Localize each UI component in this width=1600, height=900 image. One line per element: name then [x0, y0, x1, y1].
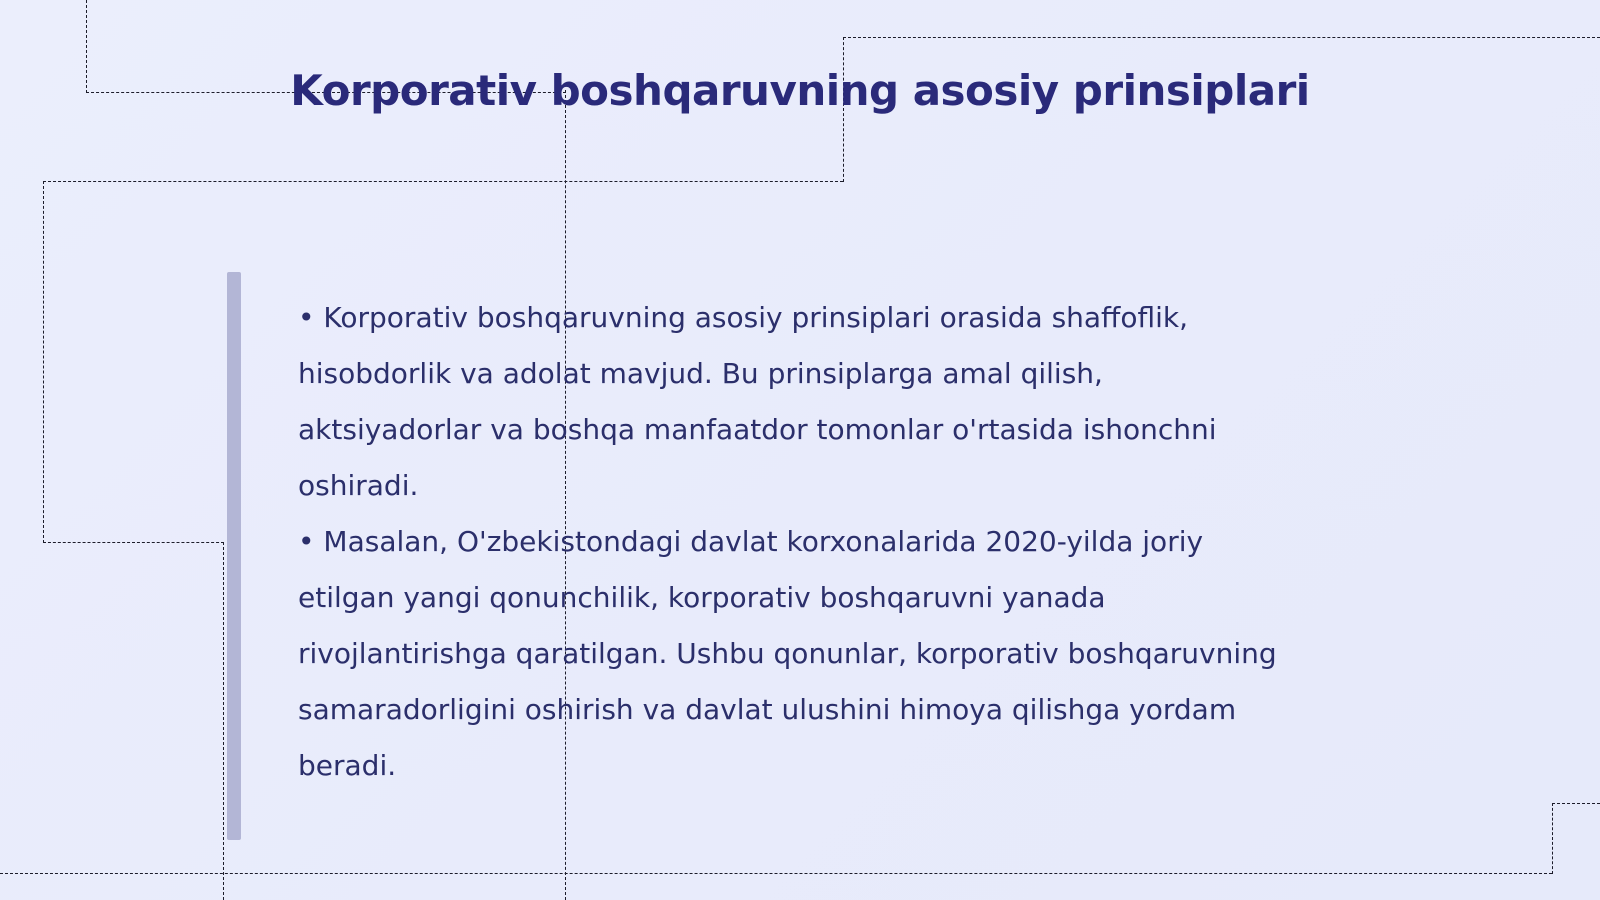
slide-body — [298, 290, 1288, 794]
bullet-paragraph: • Korporativ boshqaruvning asosiy prinsiplari orasida shaffoflik, hisobdorlik va adolat mavjud. Bu prinsiplarga amal qilish, aktsiyadorlar va boshqa manfaatdor tomonlar o'rtasida ishonchni oshiradi. — [298, 301, 1217, 502]
decorative-dashed-line — [43, 542, 224, 543]
decorative-dashed-line — [1552, 803, 1553, 874]
decorative-dashed-line — [843, 37, 1600, 38]
accent-bar — [227, 272, 241, 840]
slide-title: Korporativ boshqaruvning asosiy prinsiplari — [290, 66, 1310, 115]
decorative-dashed-line — [1552, 803, 1600, 804]
bullet-paragraph: • Masalan, O'zbekistondagi davlat korxonalarida 2020-yilda joriy etilgan yangi qonunchilik, korporativ boshqaruvni yanada rivojlantirishga qaratilgan. Ushbu qonunlar, korporativ boshqaruvning samaradorligini oshirish va davlat ulushini himoya qilishga yordam beradi. — [298, 525, 1277, 782]
decorative-dashed-line — [43, 181, 843, 182]
decorative-dashed-line — [223, 542, 224, 900]
decorative-dashed-line — [0, 873, 1552, 874]
decorative-dashed-line — [43, 181, 44, 543]
